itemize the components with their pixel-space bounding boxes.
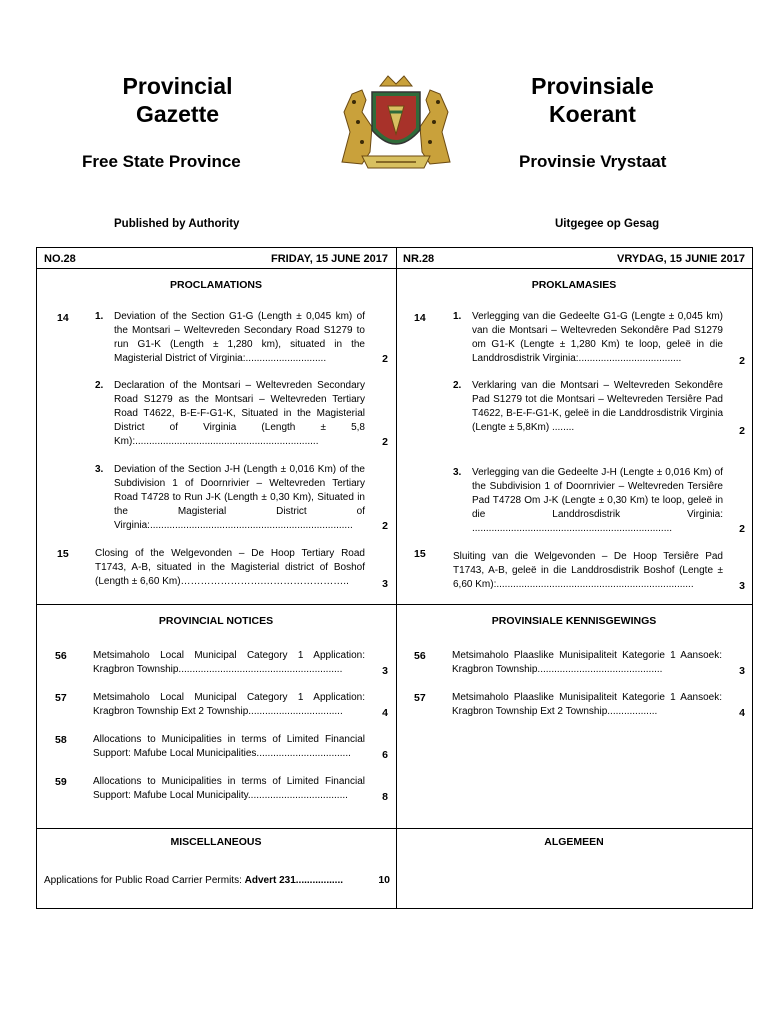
notice-page: 4 <box>382 707 388 719</box>
table-top-border <box>36 247 753 248</box>
kennisgewing-page: 4 <box>739 707 745 719</box>
notice-number: 57 <box>55 692 67 704</box>
provincial-notices-heading-af: PROVINSIALE KENNISGEWINGS <box>491 615 657 627</box>
notice-page: 8 <box>382 791 388 803</box>
misc-entry-advert: Advert 231................. <box>244 875 344 886</box>
notice-number: 58 <box>55 734 67 746</box>
published-by-authority: Published by Authority <box>114 218 240 230</box>
proklamasie-page: 2 <box>739 523 745 535</box>
kennisgewing-text: Metsimaholo Plaaslike Munisipaliteit Kategorie 1 Aansoek: Kragbron Township............................................. <box>452 650 722 675</box>
table-bottom-border <box>36 908 753 909</box>
proclamation-text: Deviation of the Section J-H (Length ± 0,016 Km) of the Subdivision 1 of Doornrivier – Weltevreden Tertiary Road T4728 to Run J-K (Length ± 0,30 Km), Situated in the Magisterial District of Virginia:......................................................................... <box>114 464 365 531</box>
kennisgewing-text: Metsimaholo Plaaslike Munisipaliteit Kategorie 1 Aansoek: Kragbron Township Ext 2 Township.................. <box>452 692 722 717</box>
notice-page: 3 <box>382 665 388 677</box>
proclamation-text: Declaration of the Montsari – Weltevreden Secondary Road S1279 as the Montsari – Weltevreden Tertiary Road T4622, B-E-F-G1-K, Situated in the Magisterial District of Virginia (Length ± 5,8 Km):.................................................................. <box>114 380 365 447</box>
issue-number-af: NR.28 <box>403 253 435 265</box>
proclamation-number: 15 <box>57 548 69 560</box>
miscellaneous-heading-af: ALGEMEEN <box>544 836 604 848</box>
issue-row-border <box>36 268 753 269</box>
notice-text: Metsimaholo Local Municipal Category 1 Application: Kragbron Township........................................................... <box>93 650 365 675</box>
notice-text: Allocations to Municipalities in terms of Limited Financial Support: Mafube Local Municipality.................................... <box>93 776 365 801</box>
title-af-line1: Provinsiale <box>531 73 654 99</box>
misc-page: 10 <box>378 874 390 886</box>
proclamation-item <box>95 310 365 366</box>
table-left-border <box>36 247 37 909</box>
proclamation-subnumber: 1. <box>95 311 104 322</box>
kennisgewing-page: 3 <box>739 665 745 677</box>
proclamation-text: Deviation of the Section G1-G (Length ± 0,045 km) of the Montsari – Weltevreden Secondary Road S1279 to run G1-K (Length ± 1,280 km), situated in the Magisterial District of Virginia:............................. <box>114 311 365 364</box>
title-af-line2: Koerant <box>549 101 636 127</box>
kennisgewing-number: 56 <box>414 650 426 662</box>
misc-entry <box>44 874 374 888</box>
proclamation-subnumber: 3. <box>95 464 104 475</box>
title-en-line2: Gazette <box>135 101 220 127</box>
proclamations-heading-af: PROKLAMASIES <box>531 279 617 291</box>
issue-date-en: FRIDAY, 15 JUNE 2017 <box>271 253 388 265</box>
issue-number-en: NO.28 <box>44 253 76 265</box>
province-name-en: Free State Province <box>82 152 241 171</box>
notice-text: Metsimaholo Local Municipal Category 1 Application: Kragbron Township Ext 2 Township.................................. <box>93 692 365 717</box>
proklamasie-text: Sluiting van die Welgevonden – De Hoop Tersiêre Pad T1743, A-B, geleë in die Landdrosdistrik Boshof (Lengte ± 6,60 Km):....................................................................... <box>453 551 723 590</box>
proklamasie-subnumber: 1. <box>453 311 462 322</box>
proklamasie-page: 2 <box>739 425 745 437</box>
proklamasie-text: Verlegging van die Gedeelte J-H (Lengte ± 0,016 Km) of the Subdivision 1 of Doornrivier – Weltevreden Tersiêre Pad T4728 Om J-K (Lengte ± 0,30 Km) te loop, geleë in die Landdrosdistrik Virginia: ........................................................................ <box>472 467 723 534</box>
kennisgewing-number: 57 <box>414 692 426 704</box>
proclamations-heading-en: PROCLAMATIONS <box>170 279 262 291</box>
miscellaneous-heading-en: MISCELLANEOUS <box>170 836 262 848</box>
misc-entry-text: Applications for Public Road Carrier Permits: <box>44 875 242 886</box>
proclamation-subnumber: 2. <box>95 380 104 391</box>
notice-number: 59 <box>55 776 67 788</box>
proclamation-page: 2 <box>382 436 388 448</box>
proklamasie-item <box>453 466 723 536</box>
coat-of-arms-emblem <box>332 72 460 174</box>
uitgegee-op-gesag: Uitgegee op Gesag <box>555 218 660 230</box>
notice-page: 6 <box>382 749 388 761</box>
gazette-title-af <box>510 72 675 128</box>
proklamasie-text: Verklaring van die Montsari – Weltevreden Sekondêre Pad S1279 tot die Montsari – Weltevreden Tersiêre Pad T4622, B-E-F-G1-K, geleë in die Landdrosdistrik Virginia (Lengte ± 5,8Km) ........ <box>472 380 723 433</box>
proclamation-page: 3 <box>382 578 388 590</box>
proklamasie-subnumber: 2. <box>453 380 462 391</box>
notices-bottom-border <box>36 828 753 829</box>
proclamation-page: 2 <box>382 520 388 532</box>
province-name-af: Provinsie Vrystaat <box>519 152 667 171</box>
proklamasie-subnumber: 3. <box>453 467 462 478</box>
gazette-title-en <box>95 72 260 128</box>
proclamation-number: 14 <box>57 312 69 324</box>
proclamations-bottom-border <box>36 604 753 605</box>
column-divider <box>396 247 397 909</box>
proklamasie-page: 2 <box>739 355 745 367</box>
proclamation-item <box>95 463 365 533</box>
issue-date-af: VRYDAG, 15 JUNIE 2017 <box>617 253 745 265</box>
proclamation-item <box>95 379 365 449</box>
proclamation-text: Closing of the Welgevonden – De Hoop Tertiary Road T1743, A-B, situated in the Magisterial district of Boshof (Length ± 6,60 Km)…………………….…………………….. <box>95 548 365 587</box>
notice-number: 56 <box>55 650 67 662</box>
proklamasie-text: Verlegging van die Gedeelte G1-G (Lengte ± 0,045 km) van die Montsari – Weltevreden Sekondêre Pad S1279 om G1-K (Lengte ± 1,280 Km) te loop, geleë in die Landdrosdistrik Virginia:..................................... <box>472 311 723 364</box>
proklamasie-number: 14 <box>414 312 426 324</box>
provincial-notices-heading-en: PROVINCIAL NOTICES <box>158 615 274 627</box>
proklamasie-item <box>453 550 723 592</box>
proklamasie-number: 15 <box>414 548 426 560</box>
notice-text: Allocations to Municipalities in terms of Limited Financial Support: Mafube Local Municipalities.................................. <box>93 734 365 759</box>
table-right-border <box>752 247 753 909</box>
title-en-line1: Provincial <box>122 73 233 99</box>
proclamation-page: 2 <box>382 353 388 365</box>
proklamasie-item <box>453 379 723 435</box>
proklamasie-page: 3 <box>739 580 745 592</box>
proclamation-item <box>95 547 365 589</box>
proklamasie-item <box>453 310 723 366</box>
